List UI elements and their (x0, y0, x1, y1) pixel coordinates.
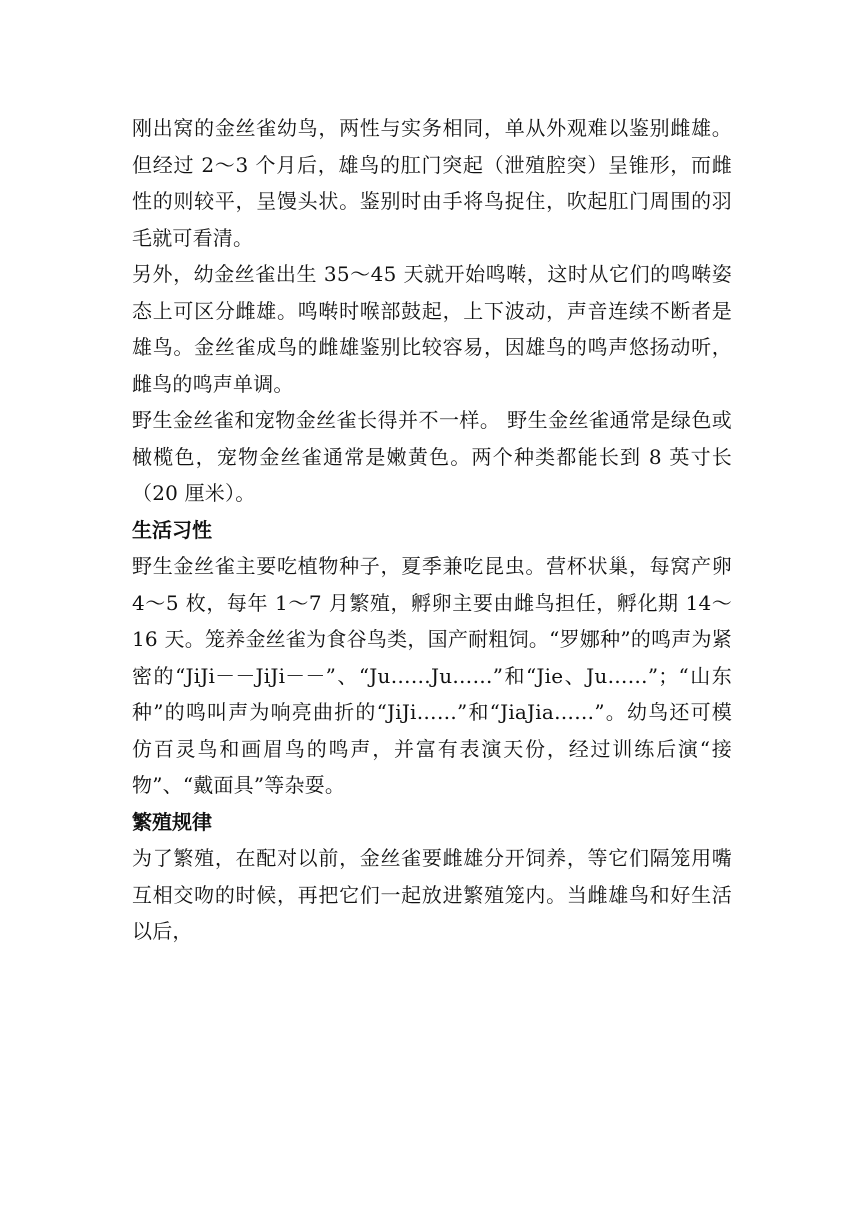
paragraph-song-sexing: 另外，幼金丝雀出生 35～45 天就开始鸣啭，这时从它们的鸣啭姿态上可区分雌雄。鸣啭时喉部鼓起，上下波动，声音连续不断者是雄鸟。金丝雀成鸟的雌雄鉴别比较容易，因雄鸟的鸣声悠扬动听，雌鸟的鸣声单调。 (132, 262, 732, 396)
heading-habits: 生活习性 (132, 517, 212, 542)
paragraph-juvenile-sexing: 刚出窝的金丝雀幼鸟，两性与实务相同，单从外观难以鉴别雌雄。但经过 2～3 个月后，雄鸟的肛门突起（泄殖腔突）呈锥形，而雌性的则较平，呈馒头状。鉴别时由手将鸟捉住，吹起肛门周围的羽毛就可看清。 (132, 116, 732, 250)
document-body (132, 110, 732, 950)
paragraph-breeding: 为了繁殖，在配对以前，金丝雀要雌雄分开饲养，等它们隔笼用嘴互相交吻的时候，再把它们一起放进繁殖笼内。当雌雄鸟和好生活以后， (132, 846, 732, 943)
paragraph-wild-vs-pet: 野生金丝雀和宠物金丝雀长得并不一样。 野生金丝雀通常是绿色或橄榄色，宠物金丝雀通常是嫩黄色。两个种类都能长到 8 英寸长（20 厘米）。 (132, 408, 732, 505)
paragraph-habits: 野生金丝雀主要吃植物种子，夏季兼吃昆虫。营杯状巢，每窝产卵 4～5 枚，每年 1～7 月繁殖，孵卵主要由雌鸟担任，孵化期 14～16 天。笼养金丝雀为食谷鸟类，国产耐粗饲。“罗娜种”的鸣声为紧密的“JiJi－－JiJi－－”、“Ju……Ju……”和“Jie、Ju……”；“山东种”的鸣叫声为响亮曲折的“JiJi……”和“JiaJia……”。幼鸟还可模仿百灵鸟和画眉鸟的鸣声，并富有表演天份，经过训练后演“接物”、“戴面具”等杂耍。 (132, 554, 732, 797)
heading-breeding: 繁殖规律 (132, 809, 212, 834)
